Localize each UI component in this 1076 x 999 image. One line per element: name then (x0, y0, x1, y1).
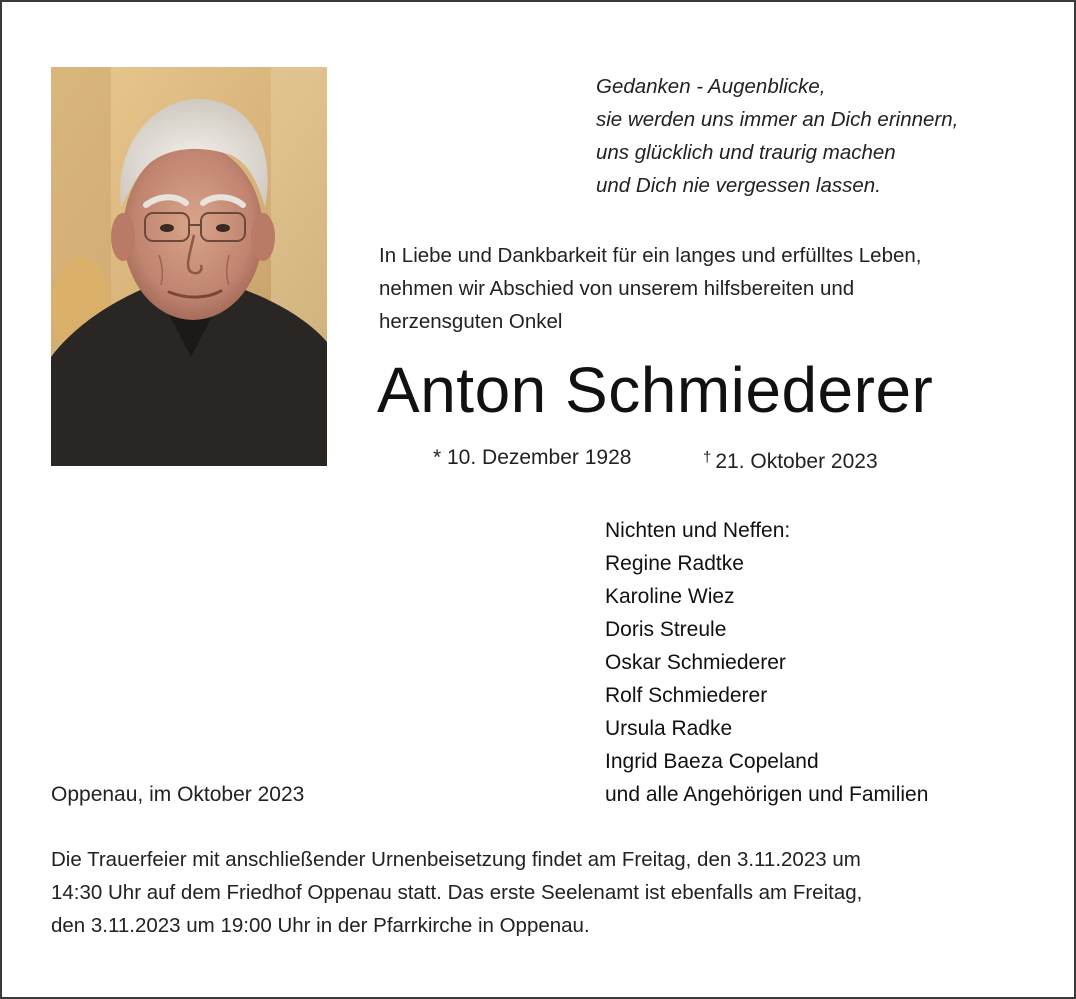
mourner-name: Oskar Schmiederer (605, 651, 786, 674)
mourner-name: Karoline Wiez (605, 585, 735, 608)
intro-line: In Liebe und Dankbarkeit für ein langes und erfülltes Leben, (379, 244, 922, 267)
notice-line: 14:30 Uhr auf dem Friedhof Oppenau statt. Das erste Seelenamt ist ebenfalls am Freitag, (51, 881, 863, 904)
cross-icon: † (703, 449, 712, 466)
mourners-list (605, 514, 928, 811)
intro-text (379, 239, 921, 338)
poem-line: Gedanken - Augenblicke, (596, 75, 826, 98)
portrait-photo (51, 67, 327, 466)
poem (596, 70, 958, 202)
mourner-name: Doris Streule (605, 618, 727, 641)
death-date-group (703, 443, 878, 477)
notice-line: Die Trauerfeier mit anschließender Urnenbeisetzung findet am Freitag, den 3.11.2023 um (51, 848, 861, 871)
intro-line: nehmen wir Abschied von unserem hilfsbereiten und (379, 277, 855, 300)
portrait-illustration (51, 67, 327, 466)
mourner-name: und alle Angehörigen und Familien (605, 783, 929, 806)
funeral-notice (51, 843, 862, 942)
deceased-name: Anton Schmiederer (377, 354, 934, 426)
notice-line: den 3.11.2023 um 19:00 Uhr in der Pfarrkirche in Oppenau. (51, 914, 590, 937)
death-date: 21. Oktober 2023 (715, 450, 878, 473)
mourner-name: Rolf Schmiederer (605, 684, 768, 707)
poem-line: sie werden uns immer an Dich erinnern, (596, 108, 959, 131)
mourner-name: Regine Radtke (605, 552, 744, 575)
mourner-name: Ursula Radke (605, 717, 733, 740)
intro-line: herzensguten Onkel (379, 310, 563, 333)
place-date: Oppenau, im Oktober 2023 (51, 783, 305, 806)
poem-line: und Dich nie vergessen lassen. (596, 174, 881, 197)
mourners-heading: Nichten und Neffen: (605, 519, 791, 542)
poem-line: uns glücklich und traurig machen (596, 141, 896, 164)
birth-date: * 10. Dezember 1928 (433, 446, 632, 469)
mourner-name: Ingrid Baeza Copeland (605, 750, 819, 773)
